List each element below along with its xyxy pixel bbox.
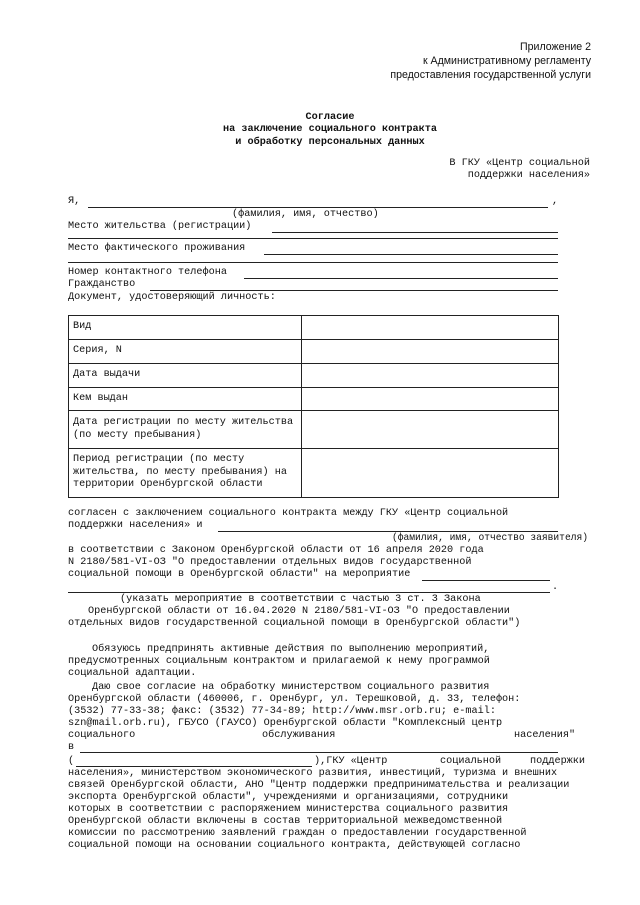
obligation-line-2: предусмотренных социальным контрактом и прилагаемой к нему программой [68,656,490,667]
processing-line-14: социальной помощи на основании социального контракта, действующей согласно [68,840,521,851]
applicant-name-field[interactable] [218,531,558,532]
appendix-line-3: предоставления государственной услуги [390,69,591,82]
processing-line-8: населения», министерством экономического развития, инвестиций, туризма и внешних [68,768,558,779]
processing-line-11: которых в соответствии с распоряжением министерства социального развития [68,804,509,815]
residence-field-line-2[interactable] [68,238,558,239]
processing-line-3: (3532) 77-33-38; факс: (3532) 77-34-89; http://www.msr.orb.ru; e-mail: [68,706,496,717]
table-cell-value[interactable] [302,316,559,340]
measure-field[interactable] [422,580,550,581]
title-line-3: и обработку персональных данных [235,136,425,148]
actual-residence-label: Место фактического проживания [68,243,246,254]
actual-residence-field[interactable] [264,254,558,255]
table-row [69,340,559,364]
table-cell-value[interactable] [302,388,559,411]
addressee [449,158,590,183]
table-cell-label: Период регистрации (по месту жительства, по месту пребывания) на территории Оренбургской области [69,449,302,498]
table-cell-value[interactable] [302,364,559,388]
measure-field-line-2[interactable] [68,592,550,593]
processing-line-7a: ( [68,756,75,767]
table-cell-value[interactable] [302,340,559,364]
processing-line-13: комиссии по рассмотрению заявлений граждан о предоставлении государственной [68,828,527,839]
processing-line-7c: социальной [440,756,502,767]
measure-field-end: . [552,582,559,593]
table-cell-label: Серия, N [69,340,302,364]
processing-line-9: связей Оренбургской области, АНО "Центр поддержки предпринимательства и реализации [68,780,570,791]
phone-label: Номер контактного телефона [68,267,227,278]
processing-line-7b: ),ГКУ «Центр [314,756,388,767]
addressee-line-1: В ГКУ «Центр социальной [449,158,590,169]
residence-label: Место жительства (регистрации) [68,221,252,232]
appendix-line-2: к Административному регламенту [422,55,591,68]
processing-line-1: Даю свое согласие на обработку министерством социального развития [92,682,490,693]
applicant-name-caption: (фамилия, имя, отчество заявителя) [392,533,589,544]
obligation-line-1: Обязуюсь предпринять активные действия по выполнению мероприятий, [92,644,490,655]
table-cell-value[interactable] [302,449,559,498]
comma: , [552,196,559,207]
citizenship-field[interactable] [150,290,558,291]
processing-line-4: szn@mail.orb.ru), ГБУСО (ГАУСО) Оренбургской области "Комплексный центр [68,718,503,729]
id-document-label: Документ, удостоверяющий личность: [68,292,276,303]
table-cell-value[interactable] [302,411,559,449]
title-line-2: на заключение социального контракта [223,124,437,136]
table-cell-label: Дата выдачи [69,364,302,388]
consent-line-4: в соответствии с Законом Оренбургской области от 16 апреля 2020 года [68,545,484,556]
processing-line-5b: обслуживания [262,730,336,741]
table-row [69,388,559,411]
title-line-1: Согласие [305,112,355,123]
document-title [200,112,460,149]
processing-line-6: в [68,742,75,753]
appendix-header [390,40,591,83]
obligation-line-3: социальной адаптации. [68,668,197,679]
center-name-field-line-2[interactable] [76,766,312,767]
consent-line-1: согласен с заключением социального контракта между ГКУ «Центр социальной [68,508,509,519]
measure-caption-1: (указать мероприятие в соответствии с частью 3 ст. 3 Закона [120,594,481,605]
actual-residence-field-line-2[interactable] [68,262,558,263]
table-cell-label: Кем выдан [69,388,302,411]
processing-line-10: экспорта Оренбургской области", учреждениями и организациями, сотрудники [68,792,509,803]
phone-field[interactable] [244,278,558,279]
id-document-table [68,315,559,498]
consent-line-6: социальной помощи в Оренбургской области" на мероприятие [68,569,411,580]
processing-line-2: Оренбургской области (460006, г. Оренбург, ул. Терешковой, д. 33, телефон: [68,694,521,705]
appendix-line-1: Приложение 2 [520,41,591,53]
consent-line-5: N 2180/581-VI-ОЗ "О предоставлении отдельных видов государственной [68,557,472,568]
center-name-field[interactable] [80,752,558,753]
processing-line-12: Оренбургской области включены в состав территориальной межведомственной [68,816,503,827]
table-row [69,316,559,340]
table-row [69,411,559,449]
i-label: Я, [68,196,81,207]
residence-field[interactable] [272,232,558,233]
consent-line-2: поддержки населения» и [68,520,203,531]
measure-caption-2: Оренбургской области от 16.04.2020 N 2180/581-VI-ОЗ "О предоставлении [88,606,510,617]
table-cell-label: Дата регистрации по месту жительства (по месту пребывания) [69,411,302,449]
measure-caption-3: отдельных видов государственной социальной помощи в Оренбургской области") [68,618,521,629]
table-row [69,364,559,388]
processing-line-7d: поддержки [530,756,586,767]
table-row [69,449,559,498]
full-name-field[interactable] [88,207,548,208]
full-name-caption: (фамилия, имя, отчество) [232,209,379,220]
citizenship-label: Гражданство [68,279,136,290]
table-cell-label: Вид [69,316,302,340]
addressee-line-2: поддержки населения» [467,170,590,182]
processing-line-5a: социального [68,730,136,741]
processing-line-5c: населения" [514,730,576,741]
